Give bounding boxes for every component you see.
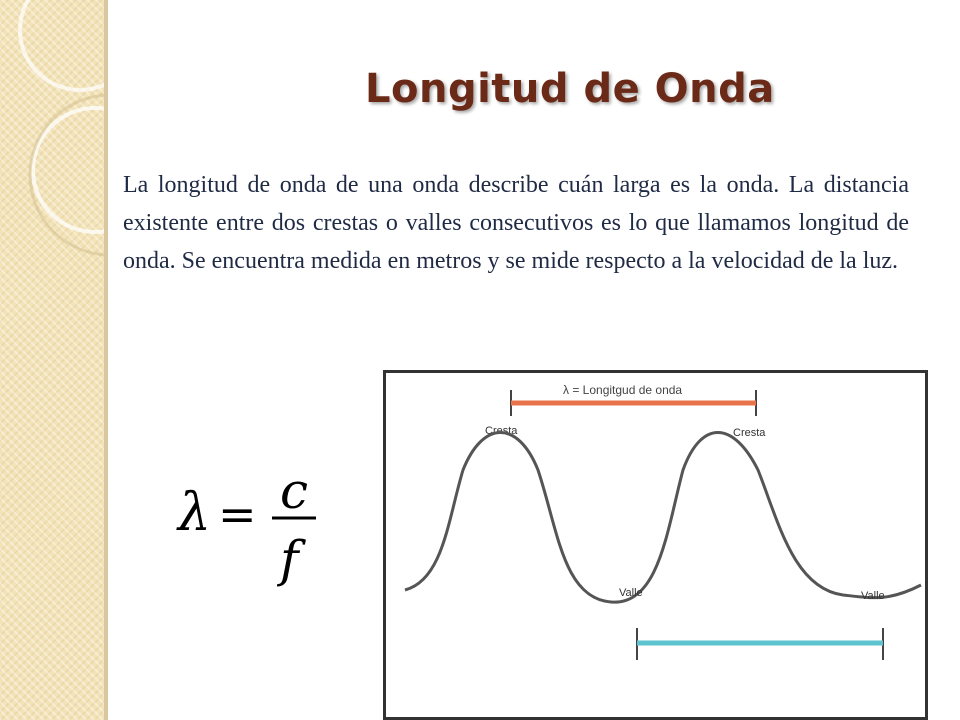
trough-label-2: Valle (861, 590, 885, 602)
side-divider (104, 0, 108, 720)
crest-label-1: Cresta (485, 425, 518, 437)
body-paragraph: La longitud de onda de una onda describe cuán larga es la onda. La distancia existente entre dos crestas o valles consecutivos es lo que llamamos longitud de onda. Se encuentra medida en metros y se mide respecto a la velocidad de la luz. (123, 172, 909, 274)
wavelength-formula (176, 462, 336, 592)
decorative-side-band (0, 0, 104, 720)
wavelength-diagram (383, 370, 928, 720)
slide-title: Longitud de Onda (365, 66, 775, 112)
formula-numerator: c (280, 462, 309, 520)
diagram-frame (385, 372, 927, 719)
crest-label-2: Cresta (733, 427, 766, 439)
formula-equals: = (218, 487, 257, 541)
wavelength-label: λ = Longitgud de onda (563, 383, 683, 397)
decorative-rings (0, 0, 104, 720)
formula-denominator: f (280, 530, 299, 588)
trough-label-1: Valle (619, 587, 643, 599)
formula-lambda: λ (178, 483, 211, 543)
